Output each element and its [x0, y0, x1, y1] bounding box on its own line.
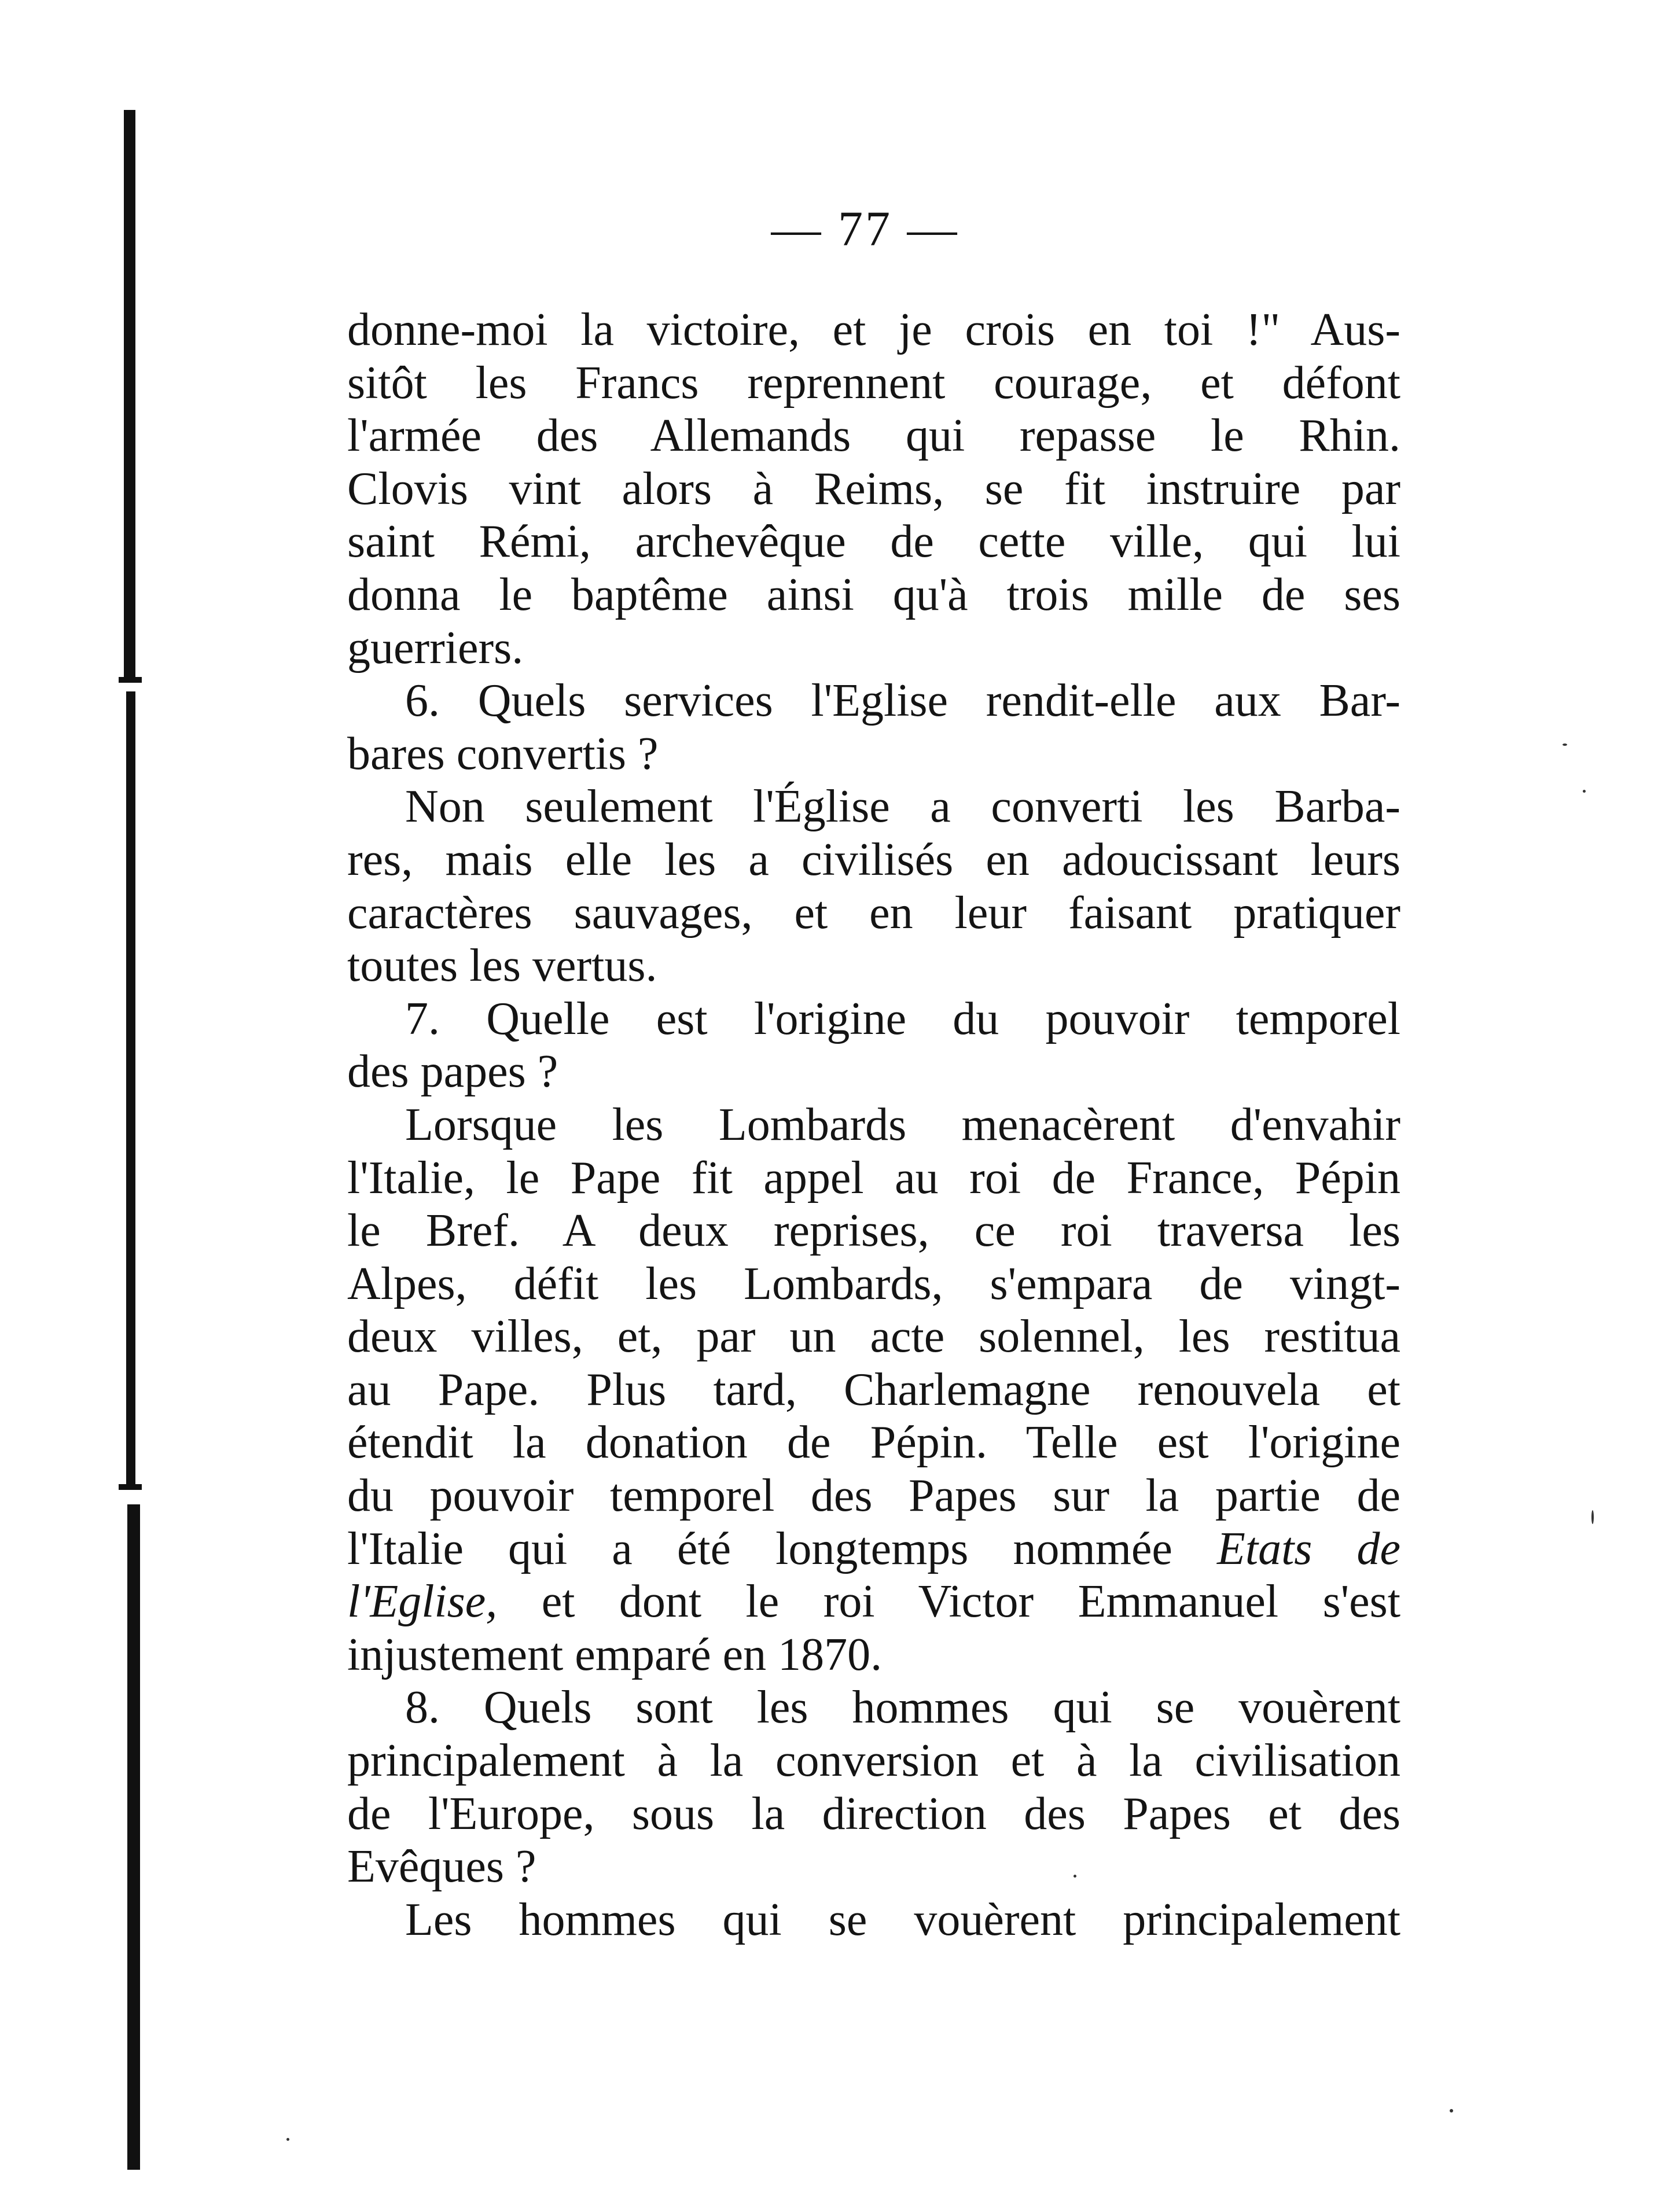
question-line: 7. Quelle est l'origine du pouvoir temporel: [405, 993, 1400, 1044]
text-line: l'armée des Allemands qui repasse le Rhin.: [347, 410, 1400, 462]
question-line: de l'Europe, sous la direction des Papes et des: [347, 1788, 1400, 1839]
margin-bracket: [124, 110, 135, 683]
text-line: l'Italie, le Pape fit appel au roi de France, Pépin: [347, 1152, 1400, 1203]
question-line: bares convertis ?: [347, 728, 659, 779]
body-text: [347, 304, 1400, 1946]
speck: [1450, 2109, 1453, 2112]
question-line: principalement à la conversion et à la civilisation: [347, 1735, 1400, 1787]
text-line: guerriers.: [347, 622, 524, 673]
text-line: saint Rémi, archevêque de cette ville, qui lui: [347, 516, 1400, 568]
italic-segment: Etats de: [1216, 1523, 1400, 1574]
question-line: 8. Quels sont les hommes qui se vouèrent: [405, 1682, 1400, 1733]
question-line: Evêques ?: [347, 1841, 536, 1893]
text-line: Non seulement l'Église a converti les Barba-: [405, 781, 1400, 833]
text-line: injustement emparé en 1870.: [347, 1629, 883, 1680]
margin-bracket-tick: [119, 1484, 142, 1490]
text-line: Alpes, défit les Lombards, s'empara de vingt-: [347, 1258, 1400, 1309]
speck: [286, 2138, 289, 2141]
question-line: 6. Quels services l'Eglise rendit-elle aux Bar-: [405, 675, 1400, 727]
text-line: au Pape. Plus tard, Charlemagne renouvela et: [347, 1364, 1400, 1415]
speck: [1563, 744, 1567, 746]
text-line: res, mais elle les a civilisés en adoucissant leurs: [347, 834, 1400, 885]
page-number: — 77 —: [771, 201, 959, 256]
text-line: toutes les vertus.: [347, 940, 657, 992]
margin-bracket: [126, 691, 135, 1490]
text-line: le Bref. A deux reprises, ce roi traversa les: [347, 1205, 1400, 1257]
text-line: donna le baptême ainsi qu'à trois mille de ses: [347, 569, 1400, 620]
text-line: [347, 1523, 1400, 1576]
text-segment: et dont le roi Victor Emmanuel s'est: [497, 1576, 1400, 1628]
italic-segment: l'Eglise,: [347, 1576, 498, 1628]
text-segment: l'Italie qui a été longtemps nommée: [347, 1523, 1217, 1574]
margin-bracket: [127, 1504, 140, 2170]
text-line: deux villes, et, par un acte solennel, les restitua: [347, 1311, 1400, 1363]
text-line: [347, 1576, 1400, 1629]
text-line: caractères sauvages, et en leur faisant pratiquer: [347, 887, 1400, 938]
text-line: sitôt les Francs reprennent courage, et défont: [347, 357, 1400, 408]
margin-bracket-tick: [119, 677, 142, 683]
text-line: donne-moi la victoire, et je crois en toi !" Aus-: [347, 304, 1400, 355]
speck: [1583, 790, 1586, 793]
text-line: Lorsque les Lombards menacèrent d'envahir: [405, 1099, 1400, 1150]
text-line: Les hommes qui se vouèrent principalement: [405, 1894, 1400, 1945]
text-line: Clovis vint alors à Reims, se fit instruire par: [347, 463, 1400, 514]
text-line: étendit la donation de Pépin. Telle est l'origine: [347, 1417, 1400, 1468]
text-line: du pouvoir temporel des Papes sur la partie de: [347, 1470, 1400, 1522]
question-line: des papes ?: [347, 1046, 558, 1098]
speck: [1591, 1510, 1594, 1524]
